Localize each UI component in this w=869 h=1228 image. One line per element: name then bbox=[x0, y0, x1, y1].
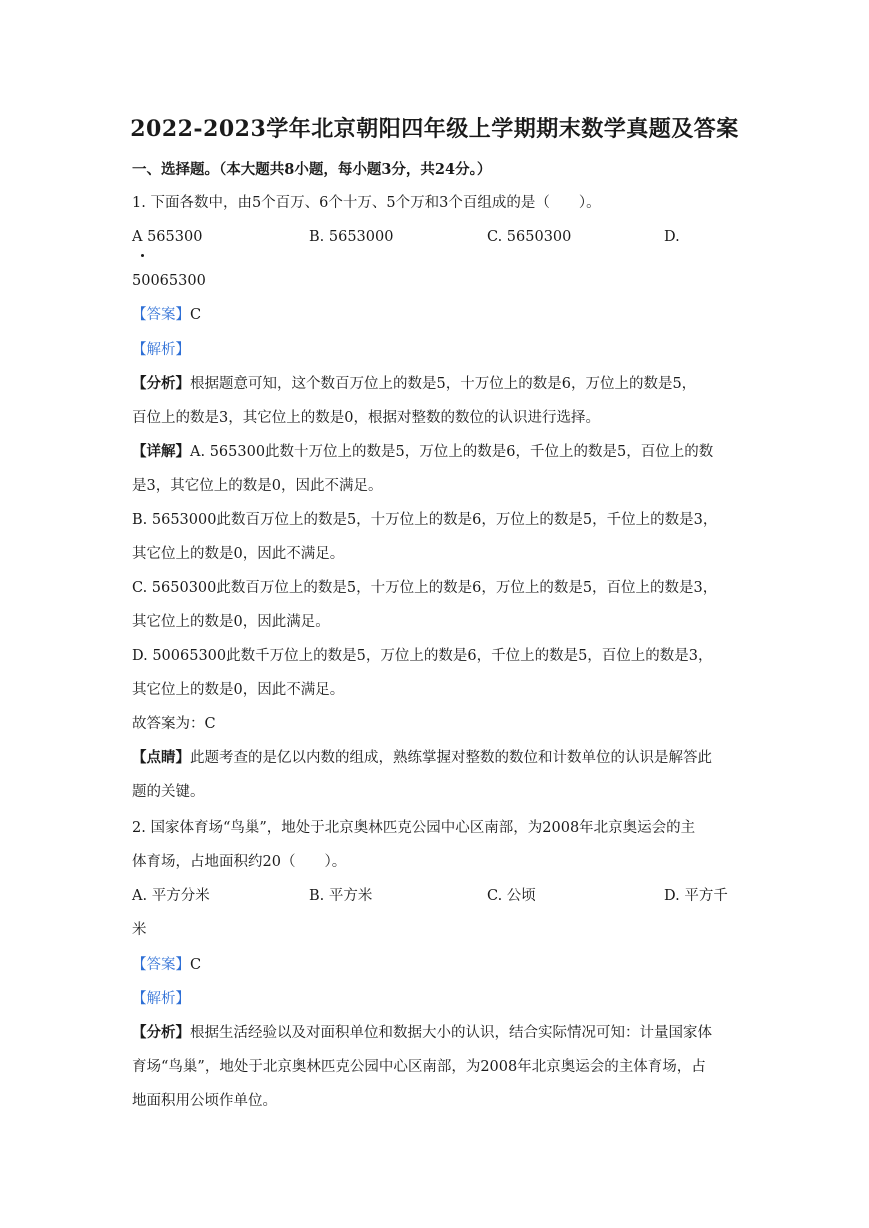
q1-option-a: A 565300 bbox=[132, 229, 203, 245]
fenxi-tag: 【分析】 bbox=[132, 1024, 190, 1041]
q1-analysis-tag: 【解析】 bbox=[132, 342, 190, 358]
q1-detail-a2: 是3，其它位上的数是0，因此不满足。 bbox=[132, 478, 383, 494]
q2-fenxi-3: 地面积用公顷作单位。 bbox=[132, 1093, 277, 1109]
q1-detail-b1: B. 5653000此数百万位上的数是5，十万位上的数是6，万位上的数是5，千位上的数是3， bbox=[132, 512, 718, 528]
answer-value: C bbox=[190, 957, 202, 973]
answer-tag: 【答案】 bbox=[132, 307, 190, 323]
q1-dianjing-2: 题的关键。 bbox=[132, 784, 205, 800]
detail-text: A. 565300此数十万位上的数是5，万位上的数是6，千位上的数是5，百位上的数 bbox=[190, 444, 714, 460]
q1-detail-c2: 其它位上的数是0，因此满足。 bbox=[132, 614, 330, 630]
q1-detail-b2: 其它位上的数是0，因此不满足。 bbox=[132, 546, 345, 562]
q2-option-a: A. 平方分米 bbox=[132, 888, 210, 904]
q2-answer bbox=[132, 955, 201, 975]
answer-value: C bbox=[190, 307, 202, 323]
stray-dot bbox=[141, 254, 144, 257]
q1-dianjing-1 bbox=[132, 748, 712, 768]
q1-detail-c1: C. 5650300此数百万位上的数是5，十万位上的数是6，万位上的数是5，百位上的数是3， bbox=[132, 580, 718, 596]
q2-option-d: D. 平方千 bbox=[664, 888, 728, 904]
q1-option-d: D. bbox=[664, 229, 680, 245]
q2-stem-2: 体育场，占地面积约20（ ）。 bbox=[132, 854, 347, 870]
q1-stem: 1. 下面各数中，由5个百万、6个十万、5个万和3个百组成的是（ ）。 bbox=[132, 195, 601, 211]
q1-detail-a1 bbox=[132, 442, 713, 462]
q1-detail-d1: D. 50065300此数千万位上的数是5，万位上的数是6，千位上的数是5，百位上的数是3， bbox=[132, 648, 713, 664]
q1-fenxi-1 bbox=[132, 374, 696, 394]
fenxi-text: 根据生活经验以及对面积单位和数据大小的认识，结合实际情况可知：计量国家体 bbox=[190, 1025, 712, 1041]
q2-analysis-tag: 【解析】 bbox=[132, 991, 190, 1007]
answer-tag: 【答案】 bbox=[132, 957, 190, 973]
q2-fenxi-1 bbox=[132, 1023, 712, 1043]
q1-option-c: C. 5650300 bbox=[487, 229, 572, 245]
dianjing-text: 此题考查的是亿以内数的组成，熟练掌握对整数的数位和计数单位的认识是解答此 bbox=[190, 750, 712, 766]
section-heading: 一、选择题。（本大题共8小题，每小题3分，共24分。） bbox=[132, 161, 492, 178]
q1-fenxi-2: 百位上的数是3，其它位上的数是0，根据对整数的数位的认识进行选择。 bbox=[132, 410, 600, 426]
q1-answer bbox=[132, 305, 201, 325]
dianjing-tag: 【点睛】 bbox=[132, 749, 190, 766]
fenxi-text: 根据题意可知，这个数百万位上的数是5，十万位上的数是6，万位上的数是5， bbox=[190, 376, 697, 392]
q1-final-answer: 故答案为：C bbox=[132, 716, 216, 732]
q2-option-c: C. 公顷 bbox=[487, 888, 536, 904]
q2-stem-1: 2. 国家体育场“鸟巢”，地处于北京奥林匹克公园中心区南部，为2008年北京奥运会的主 bbox=[132, 820, 696, 836]
q1-option-d-wrap: 50065300 bbox=[132, 273, 206, 289]
q2-option-d-wrap: 米 bbox=[132, 922, 147, 938]
fenxi-tag: 【分析】 bbox=[132, 375, 190, 392]
q2-fenxi-2: 育场“鸟巢”，地处于北京奥林匹克公园中心区南部，为2008年北京奥运会的主体育场，占 bbox=[132, 1059, 706, 1075]
q2-option-b: B. 平方米 bbox=[309, 888, 373, 904]
q1-option-b: B. 5653000 bbox=[309, 229, 394, 245]
q1-detail-d2: 其它位上的数是0，因此不满足。 bbox=[132, 682, 345, 698]
xiangjie-tag: 【详解】 bbox=[132, 443, 190, 460]
document-title: 2022-2023学年北京朝阳四年级上学期期末数学真题及答案 bbox=[130, 116, 739, 142]
